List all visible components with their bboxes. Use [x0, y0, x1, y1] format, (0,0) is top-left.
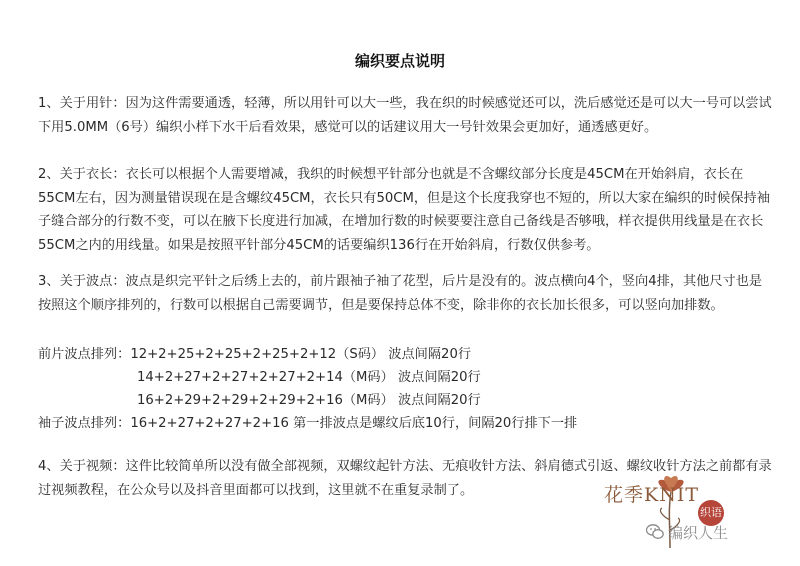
- front-dots-row-3: 16+2+29+2+29+2+29+2+16（M码） 波点间隔20行: [137, 393, 481, 408]
- sleeve-dots-row: [38, 412, 577, 436]
- logo-text: 花季KNIT: [604, 484, 699, 506]
- front-dots-row-1: [38, 343, 471, 367]
- page-title: 编织要点说明: [354, 52, 445, 70]
- front-dots-s: 12+2+25+2+25+2+25+2+12（S码） 波点间隔20行: [130, 347, 472, 362]
- logo-seal: 织语: [698, 500, 724, 526]
- front-dots-row-2: 14+2+27+2+27+2+27+2+14（M码） 波点间隔20行: [137, 370, 481, 385]
- paragraph-dots: 3、关于波点：波点是织完平针之后绣上去的，前片跟袖子袖了花型，后片是没有的。波点横向4个，竖向4排，其他尺寸也是按照这个顺序排列的，行数可以根据自己需要调节，但是要保持总体不变，除非你的衣长加长很多，可以竖向加排数。: [38, 274, 763, 313]
- sleeve-dots-label: 袖子波点排列：: [38, 416, 131, 431]
- paragraph-video: 4、关于视频：这件比较简单所以没有做全部视频，双螺纹起针方法、无痕收针方法、斜肩德式引返、螺纹收针方法之前都有录过视频教程，在公众号以及抖音里面都可以找到，这里就不在重复录制了。: [38, 459, 772, 498]
- paragraph-length: 2、关于衣长：衣长可以根据个人需要增减，我织的时候想平针部分也就是不含螺纹部分长度是45CM在开始斜肩，衣长在55CM左右，因为测量错误现在是含螺纹45CM，衣长只有50CM，但是这个长度我穿也不短的，所以大家在编织的时候保持袖子缝合部分的行数不变，可以在腋下长度进行加减，在增加行数的时候要要注意自己备线是否够哦，样衣提供用线量是在衣长55CM之内的用线量。如果是按照平针部分45CM的话要编织136行在开始斜肩，行数仅供参考。: [38, 167, 770, 253]
- wechat-icon: [646, 524, 664, 540]
- front-dots-label: 前片波点排列：: [38, 347, 131, 362]
- brand-logo: [560, 470, 780, 560]
- sleeve-dots-seq: 16+2+27+2+27+2+16 第一排波点是螺纹后底10行，间隔20行排下一排: [130, 416, 578, 431]
- paragraph-needles: 1、关于用针：因为这件需要通透，轻薄，所以用针可以大一些，我在织的时候感觉还可以，洗后感觉还是可以大一号可以尝试下用5.0MM（6号）编织小样下水干后看效果，感觉可以的话建议用大一号针效果会更加好，通透感更好。: [38, 96, 772, 135]
- watermark-text: 编织人生: [668, 524, 729, 542]
